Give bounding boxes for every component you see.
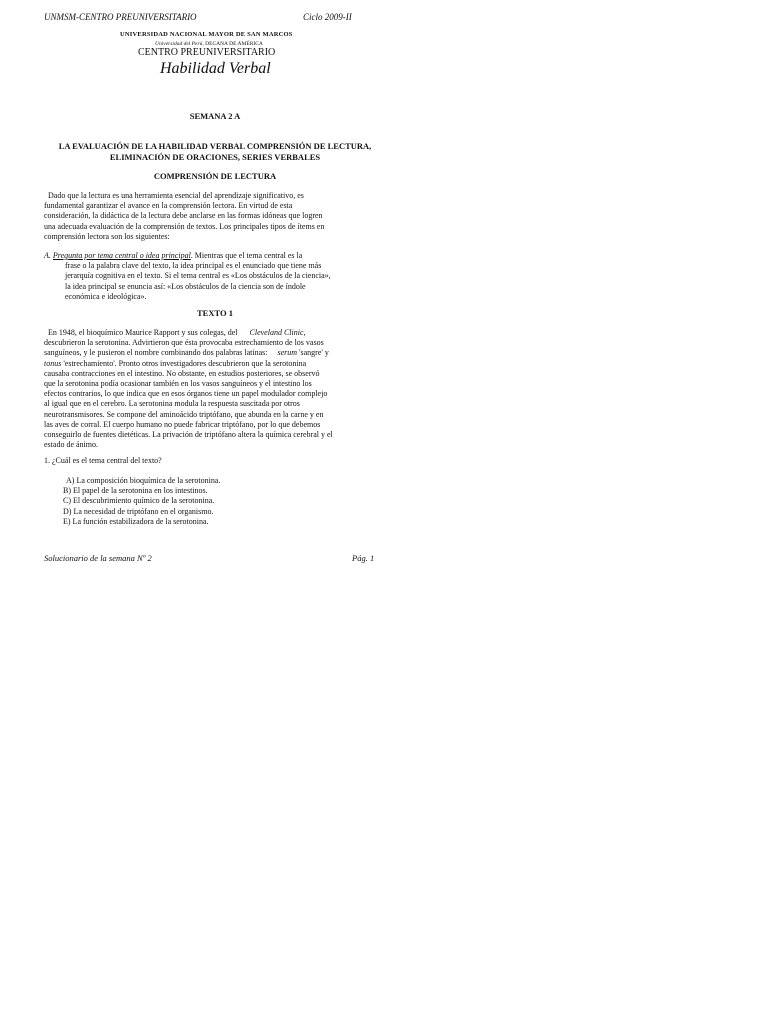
option-e: E) La función estabilizadora de la serotonina. <box>63 516 209 526</box>
option-d: D) La necesidad de triptófano en el organismo. <box>63 506 214 516</box>
text-title: TEXTO 1 <box>197 308 233 318</box>
main-title: LA EVALUACIÓN DE LA HABILIDAD VERBAL COMPRENSIÓN DE LECTURA, ELIMINACIÓN DE ORACIONES, SERIES VERBALES <box>58 141 372 162</box>
university-name: UNIVERSIDAD NACIONAL MAYOR DE SAN MARCOS <box>120 31 293 38</box>
intro-paragraph: Dado que la lectura es una herramienta esencial del aprendizaje significativo, es fundamental garantizar el avance en la comprensión lectora. En virtud de esta consideración, la didáctica de la lectura debe anclarse en las formas idóneas que logren una adecuada evaluación de la comprensión de textos. Los principales tipos de ítems en comprensión lectora son los siguientes: <box>44 191 325 241</box>
option-b: B) El papel de la serotonina en los intestinos. <box>63 486 208 496</box>
center-name: CENTRO PREUNIVERSITARIO <box>138 47 276 58</box>
option-a: A) La composición bioquímica de la serotonina. <box>66 476 221 485</box>
item-a: A. Pregunta por tema central o idea principal. Mientras que el tema central es la frase o la palabra clave del texto, la idea principal es el enunciado que tiene más jerarquía cognitiva en el texto. Si el tema central es «Los obstáculos de la ciencia», la idea principal se enuncia así: «Los obstáculos de la ciencia son de índole económica e ideológica». <box>44 251 331 301</box>
option-c: C) El descubrimiento químico de la serotonina. <box>63 496 215 506</box>
question-1: 1. ¿Cuál es el tema central del texto? <box>44 456 162 465</box>
week-label: SEMANA 2 A <box>189 111 241 121</box>
answer-options <box>63 476 220 527</box>
university-subtitle: Universidad del Perú, DECANA DE AMÉRICA <box>155 41 263 47</box>
text1-paragraph: En 1948, el bioquímico Maurice Rapport y sus colegas, del Cleveland Clinic, descubrieron la serotonina. Advirtieron que ésta provocaba estrechamiento de los vasos sanguíneos, y le pusieron el nombre combinando dos palabras latinas: serum 'sangre' y tonus 'estrechamiento'. Pronto otros investigadores descubrieron que la serotonina causaba contracciones en el intestino. No obstante, en estudios posteriores, se observó que la serotonina podía ocasionar también en los vasos sanguíneos y el intestino los efectos contrarios, lo que indica que en esos órganos tiene un papel modulador complejo al igual que en el cerebro. La serotonina modula la respuesta suscitada por otros neurotransmisores. Se compone del aminoácido triptófano, que abunda en la carne y en las aves de corral. El cuerpo humano no puede fabricar triptófano, por lo que debemos conseguirlo de fuentes dietéticas. La privación de triptófano altera la química cerebral y el estado de ánimo. <box>44 328 333 450</box>
footer-right: Pág. 1 <box>352 553 375 563</box>
footer-left: Solucionario de la semana Nº 2 <box>44 553 152 563</box>
subject-title: Habilidad Verbal <box>160 60 271 77</box>
header-left: UNMSM-CENTRO PREUNIVERSITARIO <box>44 12 197 22</box>
header-right: Ciclo 2009-II <box>303 12 352 22</box>
section-title: COMPRENSIÓN DE LECTURA <box>153 171 277 181</box>
